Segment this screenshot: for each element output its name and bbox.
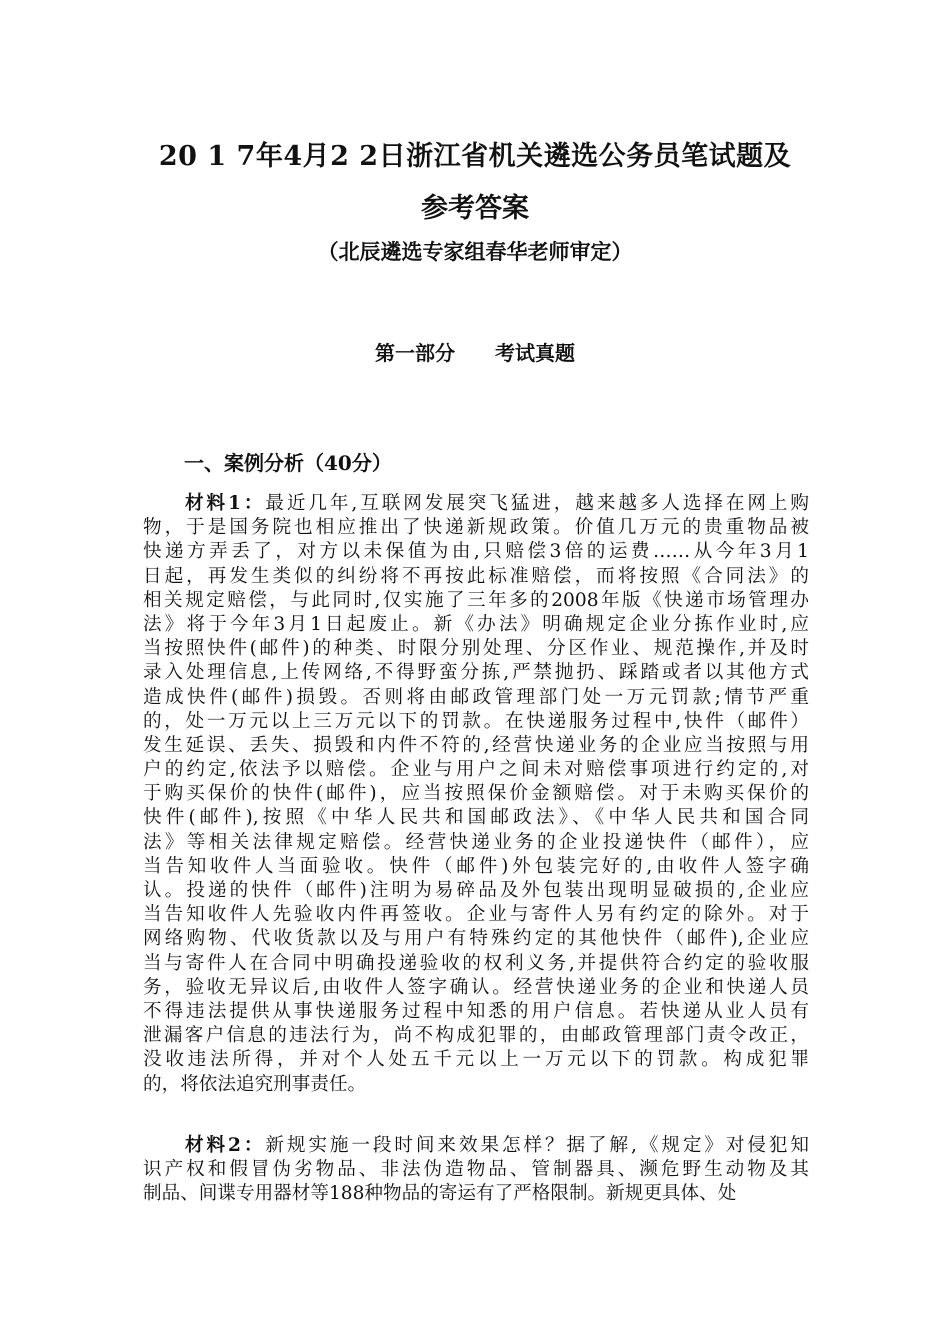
line-text: 识产权和假冒伪劣物品、非法伪造物品、管制器具、濒危野生动物及其 [143,1159,809,1181]
paragraph-line [143,565,809,589]
line-text: 不得违法提供从事快递服务过程中知悉的用户信息。若快递从业人员有 [143,1000,809,1022]
document-title-line1: 20 1 7年4月2 2日浙江省机关遴选公务员笔试题及 [158,141,792,172]
paragraph-line [143,952,809,976]
part-heading: 第一部分 考试真题 [375,341,575,365]
material-label: 材料1： [185,493,266,514]
line-text: 新规实施一段时间来效果怎样？据了解,《规定》对侵犯知 [265,1135,809,1156]
paragraph-line [143,661,809,685]
line-text: 制品、间谍专用器材等188种物品的寄运有了严格限制。新规更具体、处 [143,1183,737,1205]
line-text: 泄漏客户信息的违法行为，尚不构成犯罪的，由邮政管理部门责令改正， [143,1025,809,1047]
paragraph-line [143,710,809,734]
paragraph-line [143,516,809,540]
line-text: 最近几年,互联网发展突飞猛进，越来越多人选择在网上购 [265,493,809,514]
paragraph-line [143,734,809,758]
line-text: 快件(邮件),按照《中华人民共和国邮政法》、《中华人民共和国合同 [143,807,809,829]
paragraph-line [143,1134,809,1158]
material-label: 材料2： [185,1135,266,1156]
line-text: 当告知收件人先验收内件再签收。企业与寄件人另有约定的除外。对于 [143,904,809,926]
line-text: 当与寄件人在合同中明确投递验收的权利义务,并提供符合约定的验收服 [143,952,809,974]
paragraph-line [143,1073,809,1097]
line-text: 法》等相关法律规定赔偿。经营快递业务的企业投递快件（邮件），应 [143,831,809,853]
paragraph-line [143,637,809,661]
material-2-paragraph [143,1134,809,1207]
line-text: 认。投递的快件（邮件)注明为易碎品及外包装出现明显破损的,企业应 [143,880,809,901]
line-text: 发生延误、丢失、损毁和内件不符的,经营快递业务的企业应当按照与用 [143,734,809,756]
paragraph-line [143,782,809,806]
section-heading: 一、案例分析（40分） [184,451,392,475]
paragraph-line [143,855,809,879]
line-text: 日起，再发生类似的纠纷将不再按此标准赔偿，而将按照《合同法》的 [143,565,809,587]
paragraph-line [143,927,809,951]
line-text: 相关规定赔偿，与此同时,仅实施了三年多的2008年版《快递市场管理办 [143,589,809,611]
paragraph-line [143,589,809,613]
line-text: 物，于是国务院也相应推出了快递新规政策。价值几万元的贵重物品被 [143,517,809,539]
paragraph-line [143,492,809,516]
line-text: 快递方弄丢了，对方以未保值为由,只赔偿3倍的运费……从今年3月1 [143,541,809,563]
paragraph-line [143,1048,809,1072]
paragraph-line [143,806,809,830]
paragraph-line [143,976,809,1000]
paragraph-line [143,1000,809,1024]
document-subtitle: （北辰遴选专家组春华老师审定） [317,239,633,264]
paragraph-line [143,903,809,927]
paragraph-line [143,879,809,903]
line-text: 的，处一万元以上三万元以下的罚款。在快递服务过程中,快件（邮件） [143,710,809,732]
line-text: 务，验收无异议后,由收件人签字确认。经营快递业务的企业和快递人员 [143,976,809,998]
line-text: 当告知收件人当面验收。快件（邮件)外包装完好的,由收件人签字确 [143,855,809,877]
line-text: 录入处理信息,上传网络,不得野蛮分拣,严禁抛扔、踩踏或者以其他方式 [143,662,809,684]
paragraph-line [143,1182,809,1206]
line-text: 于购买保价的快件(邮件)，应当按照保价金额赔偿。对于未购买保价的 [143,783,809,805]
paragraph-line [143,540,809,564]
line-text: 法》将于今年3月1日起废止。新《办法》明确规定企业分拣作业时,应 [143,613,809,635]
paragraph-line [143,1024,809,1048]
line-text: 没收违法所得，并对个人处五千元以上一万元以下的罚款。构成犯罪 [143,1049,809,1071]
line-text: 造成快件(邮件)损毁。否则将由邮政管理部门处一万元罚款;情节严重 [143,686,809,708]
line-text: 网络购物、代收货款以及与用户有特殊约定的其他快件（邮件),企业应 [143,928,809,950]
paragraph-line [143,758,809,782]
document-title-line2: 参考答案 [421,193,529,224]
paragraph-line [143,686,809,710]
line-text: 户的约定,依法予以赔偿。企业与用户之间未对赔偿事项进行约定的,对 [143,759,809,781]
paragraph-line [143,613,809,637]
line-text: 当按照快件(邮件)的种类、时限分别处理、分区作业、规范操作,并及时 [143,638,809,660]
paragraph-line [143,1158,809,1182]
material-1-paragraph [143,492,809,1097]
paragraph-line [143,831,809,855]
line-text: 的，将依法追究刑事责任。 [143,1073,367,1095]
